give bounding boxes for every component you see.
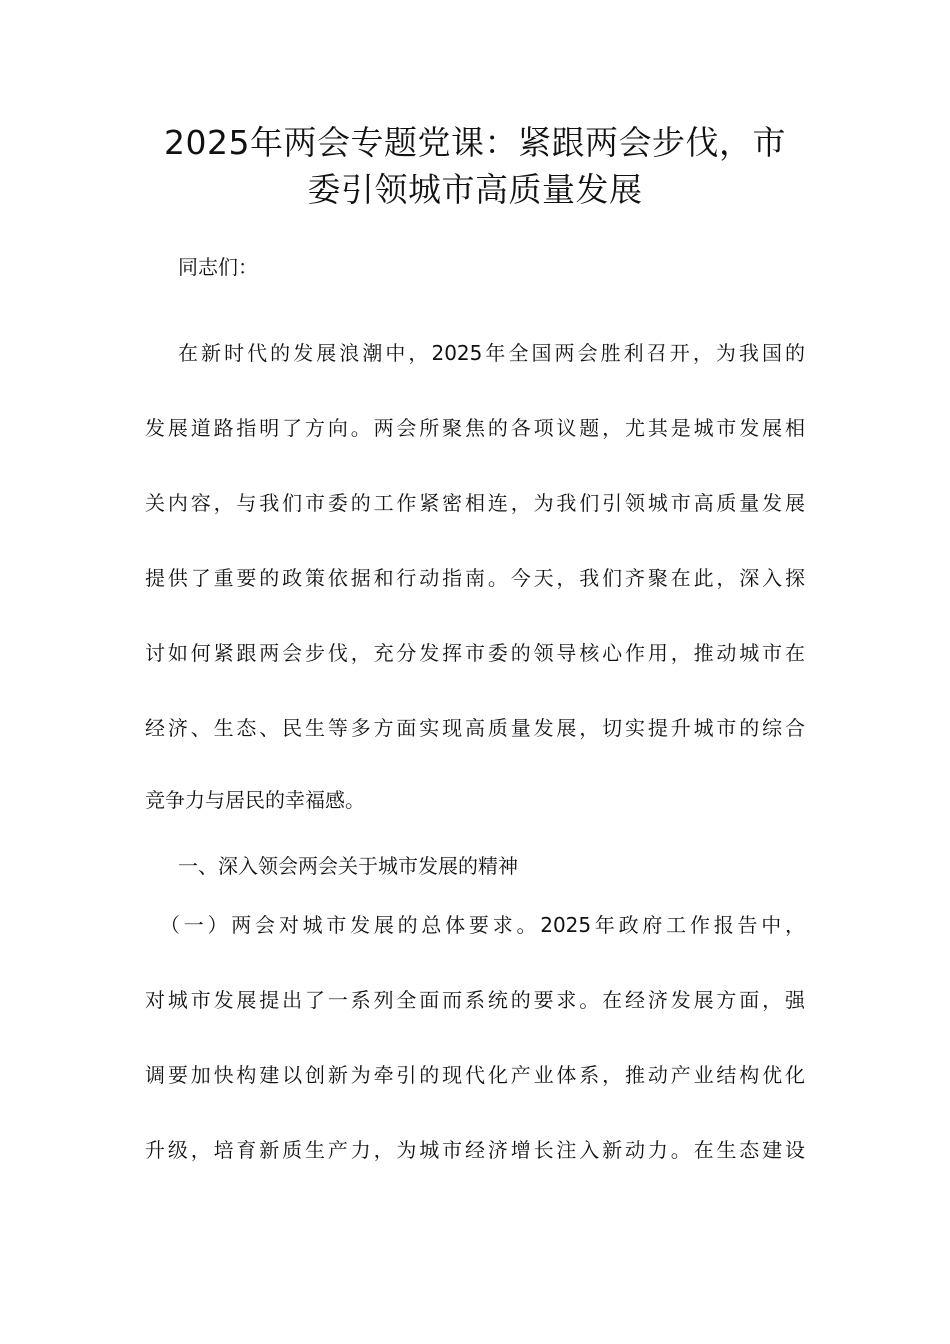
paragraph-line: 提供了重要的政策依据和行动指南。今天，我们齐聚在此，深入探 <box>145 566 805 590</box>
paragraph-line: （一）两会对城市发展的总体要求。2025年政府工作报告中， <box>160 913 805 937</box>
greeting: 同志们： <box>178 255 258 279</box>
paragraph-line: 升级，培育新质生产力，为城市经济增长注入新动力。在生态建设 <box>145 1138 805 1162</box>
paragraph-line: 讨如何紧跟两会步伐，充分发挥市委的领导核心作用，推动城市在 <box>145 641 805 665</box>
document-title-line-2: 委引领城市高质量发展 <box>307 170 643 209</box>
paragraph-line: 关内容，与我们市委的工作紧密相连，为我们引领城市高质量发展 <box>145 491 805 515</box>
paragraph-line: 对城市发展提出了一系列全面而系统的要求。在经济发展方面，强 <box>145 988 805 1012</box>
document-title-line-1: 2025年两会专题党课：紧跟两会步伐，市 <box>164 123 786 162</box>
section-heading: 一、深入领会两会关于城市发展的精神 <box>178 854 518 878</box>
paragraph-line: 竞争力与居民的幸福感。 <box>145 788 365 812</box>
paragraph-line: 在新时代的发展浪潮中，2025年全国两会胜利召开，为我国的 <box>178 341 805 365</box>
paragraph-line: 调要加快构建以创新为牵引的现代化产业体系，推动产业结构优化 <box>145 1063 805 1087</box>
paragraph-line: 发展道路指明了方向。两会所聚焦的各项议题，尤其是城市发展相 <box>145 416 805 440</box>
paragraph-line: 经济、生态、民生等多方面实现高质量发展，切实提升城市的综合 <box>145 716 805 740</box>
